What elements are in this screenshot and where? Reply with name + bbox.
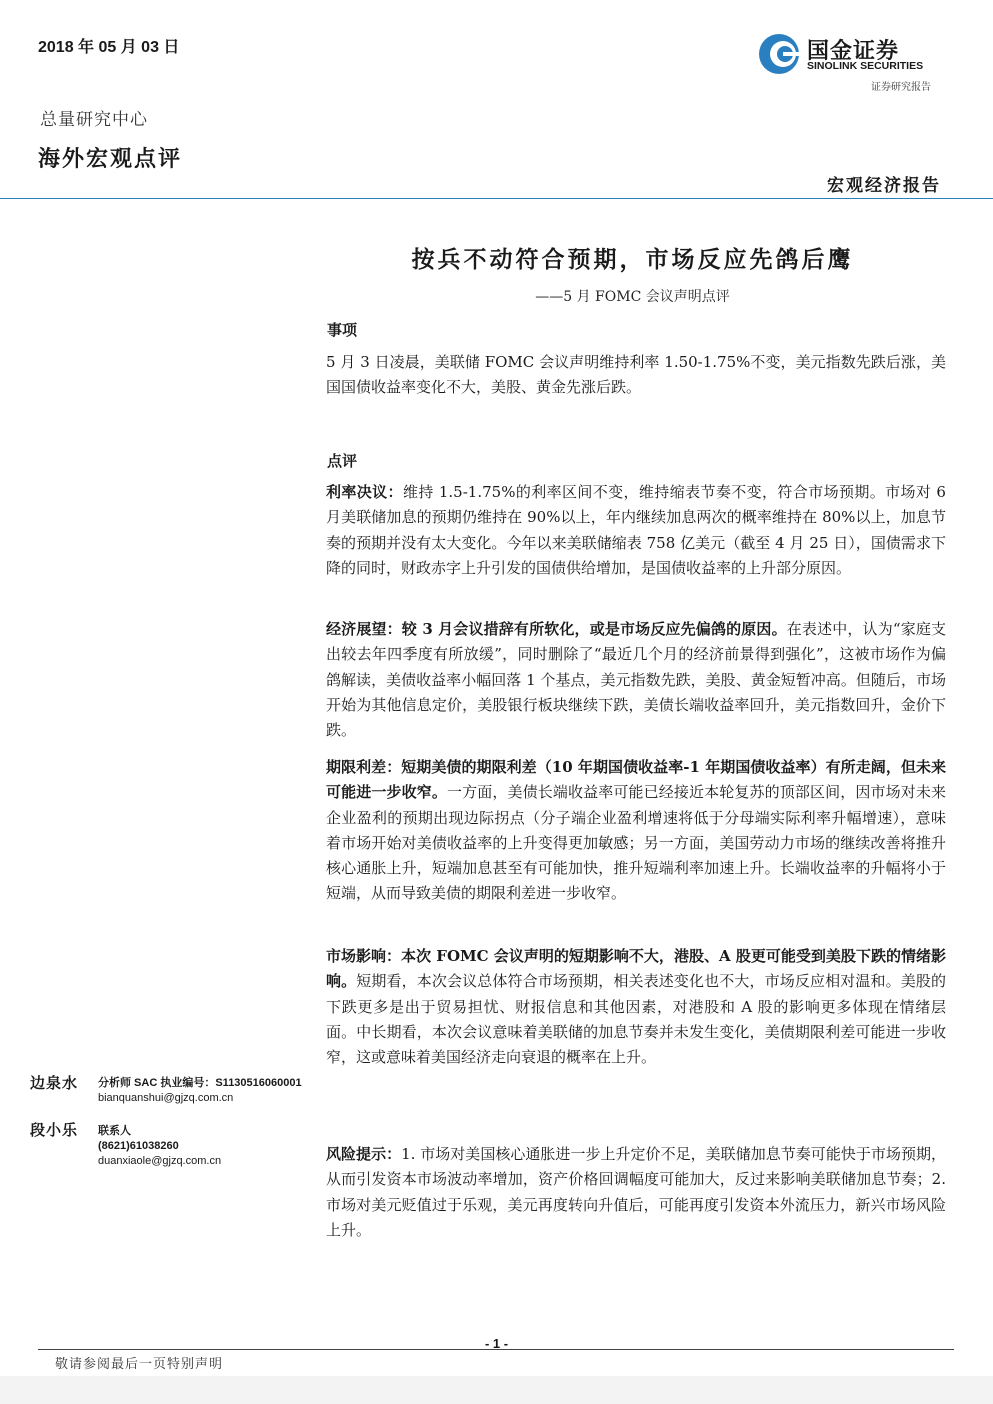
contact-name: 段小乐 (30, 1121, 79, 1139)
report-date: 2018 年 05 月 03 日 (38, 39, 180, 56)
header-divider (0, 198, 993, 199)
footer-disclaimer: 敬请参阅最后一页特别声明 (55, 1357, 224, 1372)
event-heading: 事项 (327, 321, 358, 339)
event-text: 5 月 3 日凌晨，美联储 FOMC 会议声明维持利率 1.50-1.75%不变，美元指数先跌后涨，美国国债收益率变化不大，美股、黄金先涨后跌。 (326, 353, 946, 397)
paragraph-body: 一方面，美债长端收益率可能已经接近本轮复苏的顶部区间，因市场对未来企业盈利的预期出现边际拐点（分子端企业盈利增速将低于分母端实际利率升幅增速），意味着市场开始对美债收益率的上升变得更加敏感；另一方面，美国劳动力市场的继续改善将推升核心通胀上升，短端加息甚至有可能加快，推升短端利率加速上升。长端收益率的升幅将小于短端，从而导致美债的期限利差进一步收窄。 (326, 783, 946, 903)
comment-paragraph-outlook (326, 617, 946, 743)
risk-lead: 风险提示： (326, 1145, 402, 1163)
author-name: 边泉水 (30, 1074, 79, 1092)
department: 总量研究中心 (40, 110, 148, 130)
page-number: - 1 - (484, 1336, 509, 1351)
page-title: 按兵不动符合预期，市场反应先鸽后鹰 (411, 246, 854, 273)
logo-subtitle: 证券研究报告 (871, 82, 931, 93)
report-type: 宏观经济报告 (827, 176, 941, 196)
logo-english-name: SINOLINK SECURITIES (807, 60, 924, 72)
page-subtitle: ——5 月 FOMC 会议声明点评 (535, 289, 730, 305)
contact-info (98, 1124, 221, 1169)
logo-chinese-name: 国金证券 (807, 38, 900, 63)
risk-body: 1. 市场对美国核心通胀进一步上升定价不足，美联储加息节奏可能快于市场预期，从而引发资本市场波动率增加，资产价格回调幅度可能加大，反过来影响美联储加息节奏；2.市场对美元贬值过于乐观，美元再度转向升值后，可能再度引发资本外流压力，新兴市场风险上升。 (326, 1145, 946, 1239)
paragraph-lead: 期限利差：短期美债的期限利差（10 年期国债收益率-1 年期国债收益率）有所走阔，但未来可能进一步收窄。 (326, 758, 946, 802)
sinolink-logo-icon (757, 32, 801, 76)
company-logo (757, 30, 947, 94)
author-role-label: 分析师 SAC 执业编号： (98, 1077, 216, 1089)
paragraph-lead: 市场影响：本次 FOMC 会议声明的短期影响不大，港股、A 股更可能受到美股下跌的情绪影响。 (326, 947, 946, 991)
paragraph-lead: 经济展望：较 3 月会议措辞有所软化，或是市场反应先偏鸽的原因。 (326, 620, 787, 638)
report-series: 海外宏观点评 (38, 146, 183, 172)
contact-role-label: 联系人 (98, 1125, 131, 1137)
paragraph-body: 在表述中，认为“家庭支出较去年四季度有所放缓”，同时删除了“最近几个月的经济前景得到强化”，这被市场作为偏鸽解读，美债收益率小幅回落 1 个基点，美元指数先跌，美股、黄金短暂冲高。但随后，市场开始为其他信息定价，美股银行板块继续下跌，美债长端收益率回升，美元指数回升，金价下跌。 (326, 620, 947, 740)
paragraph-body: 短期看，本次会议总体符合市场预期，相关表述变化也不大，市场反应相对温和。美股的下跌更多是出于贸易担忧、财报信息和其他因素，对港股和 A 股的影响更多体现在情绪层面。中长期看，本次会议意味着美联储的加息节奏并未发生变化，美债期限利差可能进一步收窄，这或意味着美国经济走向衰退的概率在上升。 (326, 972, 946, 1067)
comment-heading: 点评 (327, 452, 358, 470)
footer-band (0, 1376, 993, 1404)
author-sac-number: S1130516060001 (215, 1077, 302, 1089)
author-info (98, 1076, 302, 1106)
paragraph-body: 维持 1.5-1.75%的利率区间不变，维持缩表节奏不变，符合市场预期。市场对 6 月美联储加息的预期仍维持在 90%以上，年内继续加息两次的概率维持在 80%以上，加息节奏的预期并没有太大变化。今年以来美联储缩表 758 亿美元（截至 4 月 25 日），国债需求下降的同时，财政赤字上升引发的国债供给增加，是国债收益率的上升部分原因。 (326, 483, 946, 577)
paragraph-lead: 利率决议： (326, 483, 403, 501)
author-email[interactable]: bianquanshui@gjzq.com.cn (98, 1092, 234, 1104)
comment-paragraph-term-spread (326, 755, 946, 907)
contact-phone: (8621)61038260 (98, 1140, 179, 1152)
footer-divider (38, 1349, 954, 1350)
risk-warning (326, 1142, 946, 1243)
comment-paragraph-market-impact (326, 944, 946, 1070)
contact-email[interactable]: duanxiaole@gjzq.com.cn (98, 1155, 222, 1167)
comment-paragraph-rate (326, 480, 946, 581)
